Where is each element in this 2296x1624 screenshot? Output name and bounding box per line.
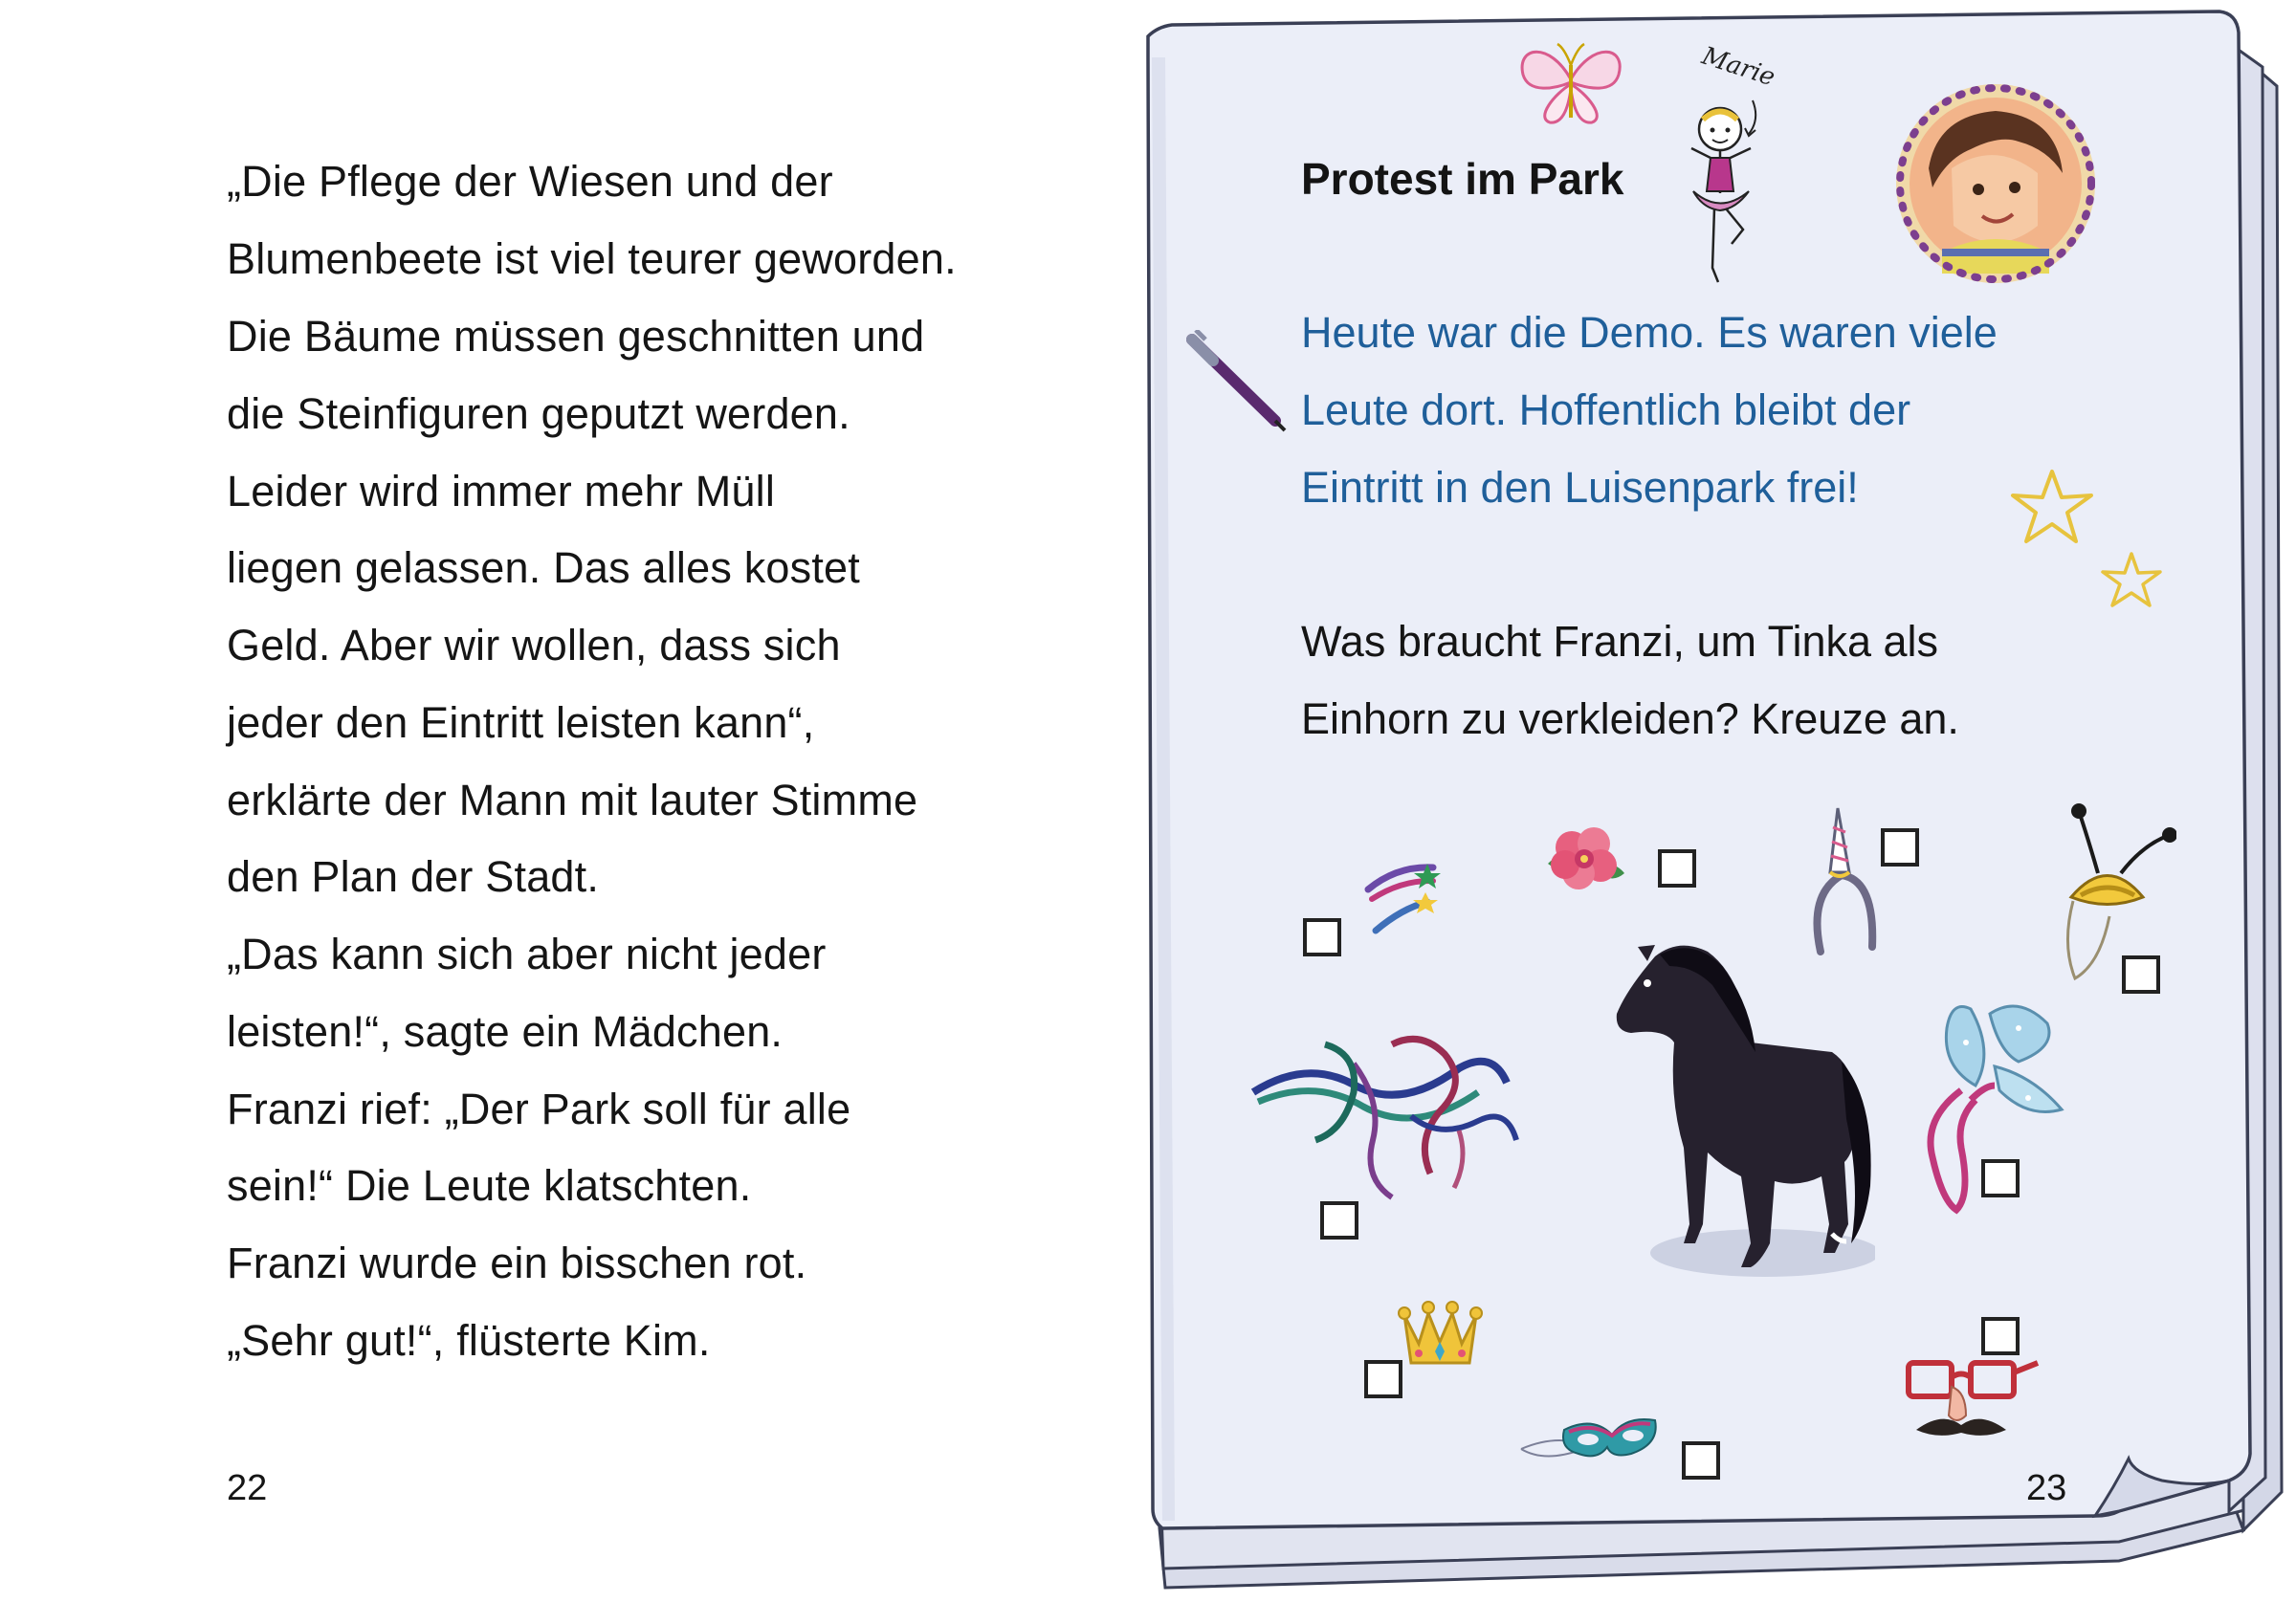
story-line: „Das kann sich aber nicht jeder xyxy=(227,930,827,978)
story-line: leisten!“, sagte ein Mädchen. xyxy=(227,1007,784,1056)
checkbox-crown[interactable] xyxy=(1364,1360,1402,1398)
hair-clips-icon xyxy=(1358,856,1445,942)
funny-glasses-icon xyxy=(1899,1344,2042,1459)
checkbox-funny-glasses[interactable] xyxy=(1981,1317,2020,1355)
story-line: jeder den Eintritt leisten kann“, xyxy=(227,698,815,747)
task-question: Einhorn zu verkleiden? Kreuze an. xyxy=(1301,694,1959,743)
page-number-right: 23 xyxy=(2026,1468,2067,1508)
story-line: Blumenbeete ist viel teurer geworden. xyxy=(227,234,957,283)
ribbons-icon xyxy=(1248,1025,1521,1202)
masquerade-mask-icon xyxy=(1516,1401,1669,1478)
diary-line: Eintritt in den Luisenpark frei! xyxy=(1301,463,1859,512)
star-icon xyxy=(2098,550,2165,612)
checkbox-flower[interactable] xyxy=(1658,849,1696,888)
story-line: Leider wird immer mehr Müll xyxy=(227,467,776,516)
checkbox-ribbons[interactable] xyxy=(1320,1201,1358,1240)
story-line: erklärte der Mann mit lauter Stimme xyxy=(227,776,918,824)
butterfly-icon xyxy=(1512,36,1631,132)
diary-line: Heute war die Demo. Es waren viele xyxy=(1301,308,1998,357)
star-icon xyxy=(2007,467,2098,548)
checkbox-unicorn-headband[interactable] xyxy=(1881,828,1919,867)
story-line: „Die Pflege der Wiesen und der xyxy=(227,157,833,206)
story-line: liegen gelassen. Das alles kostet xyxy=(227,543,860,592)
checkbox-masquerade-mask[interactable] xyxy=(1682,1441,1720,1480)
ballerina-doodle-icon xyxy=(1665,86,1779,296)
avatar-portrait xyxy=(1894,82,2097,285)
story-line: Franzi wurde ein bisschen rot. xyxy=(227,1239,807,1287)
horse-illustration xyxy=(1588,937,1875,1339)
diary-line: Leute dort. Hoffentlich bleibt der xyxy=(1301,385,1911,434)
diary-heading: Protest im Park xyxy=(1301,154,1624,204)
story-line: die Steinfiguren geputzt werden. xyxy=(227,389,850,438)
page-number-left: 22 xyxy=(227,1468,268,1508)
checkbox-fairy-wings-headband[interactable] xyxy=(1981,1159,2020,1197)
sticker-name-label: Marie xyxy=(1698,41,1778,93)
crown-icon xyxy=(1395,1286,1486,1377)
checkbox-hair-clips[interactable] xyxy=(1303,918,1341,956)
task-question: Was braucht Franzi, um Tinka als xyxy=(1301,617,1939,666)
flower-icon xyxy=(1538,821,1629,897)
story-line: „Sehr gut!“, flüsterte Kim. xyxy=(227,1316,711,1365)
story-line: Die Bäume müssen geschnitten und xyxy=(227,312,925,361)
story-line: sein!“ Die Leute klatschten. xyxy=(227,1161,752,1210)
story-line: den Plan der Stadt. xyxy=(227,852,600,901)
story-line: Geld. Aber wir wollen, dass sich xyxy=(227,621,841,669)
story-line: Franzi rief: „Der Park soll für alle xyxy=(227,1085,851,1133)
pen-icon xyxy=(1184,330,1290,435)
checkbox-bee-antennae-headband[interactable] xyxy=(2122,955,2160,994)
